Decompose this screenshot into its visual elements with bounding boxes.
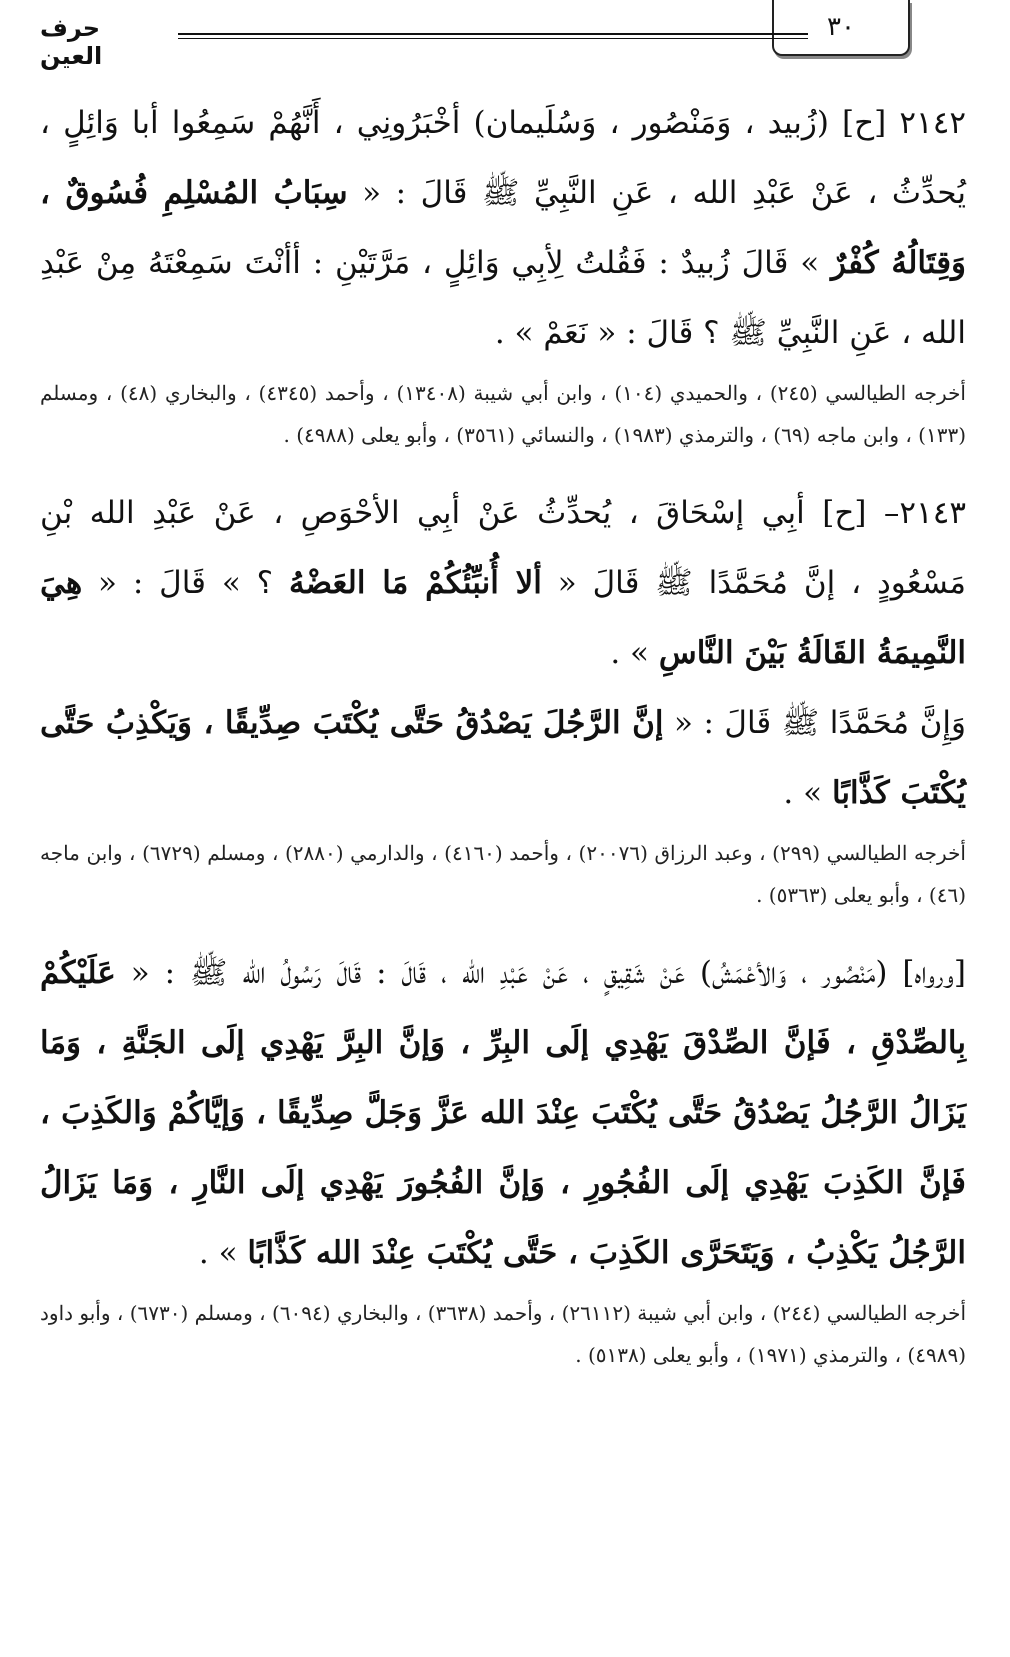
hadith-2143-matn-a: هِيَ النَّمِيمَةُ القَالَةُ بَيْنَ النَّاسِ [40,565,966,671]
header-rule [178,33,808,35]
riwayah-matn: عَلَيْكُمْ بِالصِّدْقِ ، فَإنَّ الصِّدْقَ يَهْدِي إلَى البِرِّ ، وَإنَّ البِرَّ يَهْدِي إلَى الجَنَّةِ ، وَمَا يَزَالُ الرَّجُلُ يَصْدُقُ حَتَّى يُكْتَبَ عِنْدَ الله عَزَّ وَجَلَّ صِدِّيقًا ، وَإيَّاكُمْ وَالكَذِبَ ، فَإنَّ الكَذِبَ يَهْدِي إلَى الفُجُورِ ، وَإنَّ الفُجُورَ يَهْدِي إلَى النَّارِ ، وَمَا يَزَالُ الرَّجُلُ يَكْذِبُ ، وَيَتَحَرَّى الكَذِبَ ، حَتَّى يُكْتَبَ عِنْدَ الله كَذَّابًا [40,955,966,1271]
hadith-2142-matn: سِبَابُ المُسْلِمِ فُسُوقٌ ، وَقِتَالُهُ كُفْرٌ [40,175,966,281]
hadith-2143-end: » . [610,635,659,671]
hadith-2143-mid: ؟ » قَالَ : « [82,565,289,601]
hadith-2142-intro: ٢١٤٢ [ح] (زُبيد ، وَمَنْصُور ، وَسُلَيمان) أخْبَرُونِي ، أَنَّهُمْ سَمِعُوا أبا وَائِلٍ ، يُحدِّثُ ، عَنْ عَبْدِ الله ، عَنِ النَّبِيِّ ﷺ قَالَ : « [40,105,966,211]
hadith-2143-takhrij: أخرجه الطيالسي (٢٩٩) ، وعبد الرزاق (٢٠٠٧٦) ، وأحمد (٤١٦٠) ، والدارمي (٢٨٨٠) ، ومسلم (٦٧٢٩) ، وابن ماجه (٤٦) ، وأبو يعلى (٥٣٦٣) . [40,841,966,907]
chapter-title: حرف العين [40,14,103,70]
page-header [0,0,1010,70]
page-content [40,88,966,1398]
hadith-2142-text [40,88,966,368]
hadith-2143-second-intro: وَإِنَّ مُحَمَّدًا ﷺ قَالَ : « [663,705,967,741]
hadith-2143-second-text [40,688,966,828]
hadith-2143-second-end: » . [783,775,832,811]
hadith-2143-matn-q: ألا أُنبِّئُكُمْ مَا العَضْهُ [288,565,542,601]
hadith-2142-takhrij: أخرجه الطيالسي (٢٤٥) ، والحميدي (١٠٤) ، وابن أبي شيبة (١٣٤٠٨) ، وأحمد (٤٣٤٥) ، والبخاري (٤٨) ، ومسلم (١٣٣) ، وابن ماجه (٦٩) ، والترمذي (١٩٨٣) ، والنسائي (٣٥٦١) ، وأبو يعلى (٤٩٨٨) . [40,381,966,447]
riwayah-intro: [ورواه] (مَنْصُور ، وَالأعْمَشُ) عَنْ شَقِيقٍ ، عَنْ عَبْدِ الله ، قَالَ : قَالَ رَسُولُ الله ﷺ : « [115,955,966,991]
riwayah-takhrij: أخرجه الطيالسي (٢٤٤) ، وابن أبي شيبة (٢٦١١٢) ، وأحمد (٣٦٣٨) ، والبخاري (٦٠٩٤) ، ومسلم (٦٧٣٠) ، وأبو داود (٤٩٨٩) ، والترمذي (١٩٧١) ، وأبو يعلى (٥١٣٨) . [40,1301,966,1367]
header-rule-thin [178,38,808,39]
hadith-2143-text [40,478,966,688]
hadith-2143-second-matn: إنَّ الرَّجُلَ يَصْدُقُ حَتَّى يُكْتَبَ صِدِّيقًا ، وَيَكْذِبُ حَتَّى يُكْتَبَ كَذَّابًا [40,705,966,811]
page-number: ٣٠ [772,0,910,56]
hadith-2142-end: » قَالَ زُبيدٌ : فَقُلتُ لِأبِي وَائِلٍ ، مَرَّتَيْنِ : أأنْتَ سَمِعْتَهُ مِنْ عَبْدِ الله ، عَنِ النَّبِيِّ ﷺ ؟ قَالَ : « نَعَمْ » . [40,245,966,351]
hadith-2143-intro: ٢١٤٣– [ح] أبِي إسْحَاقَ ، يُحدِّثُ عَنْ أبِي الأحْوَصِ ، عَنْ عَبْدِ الله بْنِ مَسْعُودٍ ، إنَّ مُحَمَّدًا ﷺ قَالَ « [40,495,966,601]
riwayah-end: » . [198,1235,248,1271]
riwayah-text [40,938,966,1288]
